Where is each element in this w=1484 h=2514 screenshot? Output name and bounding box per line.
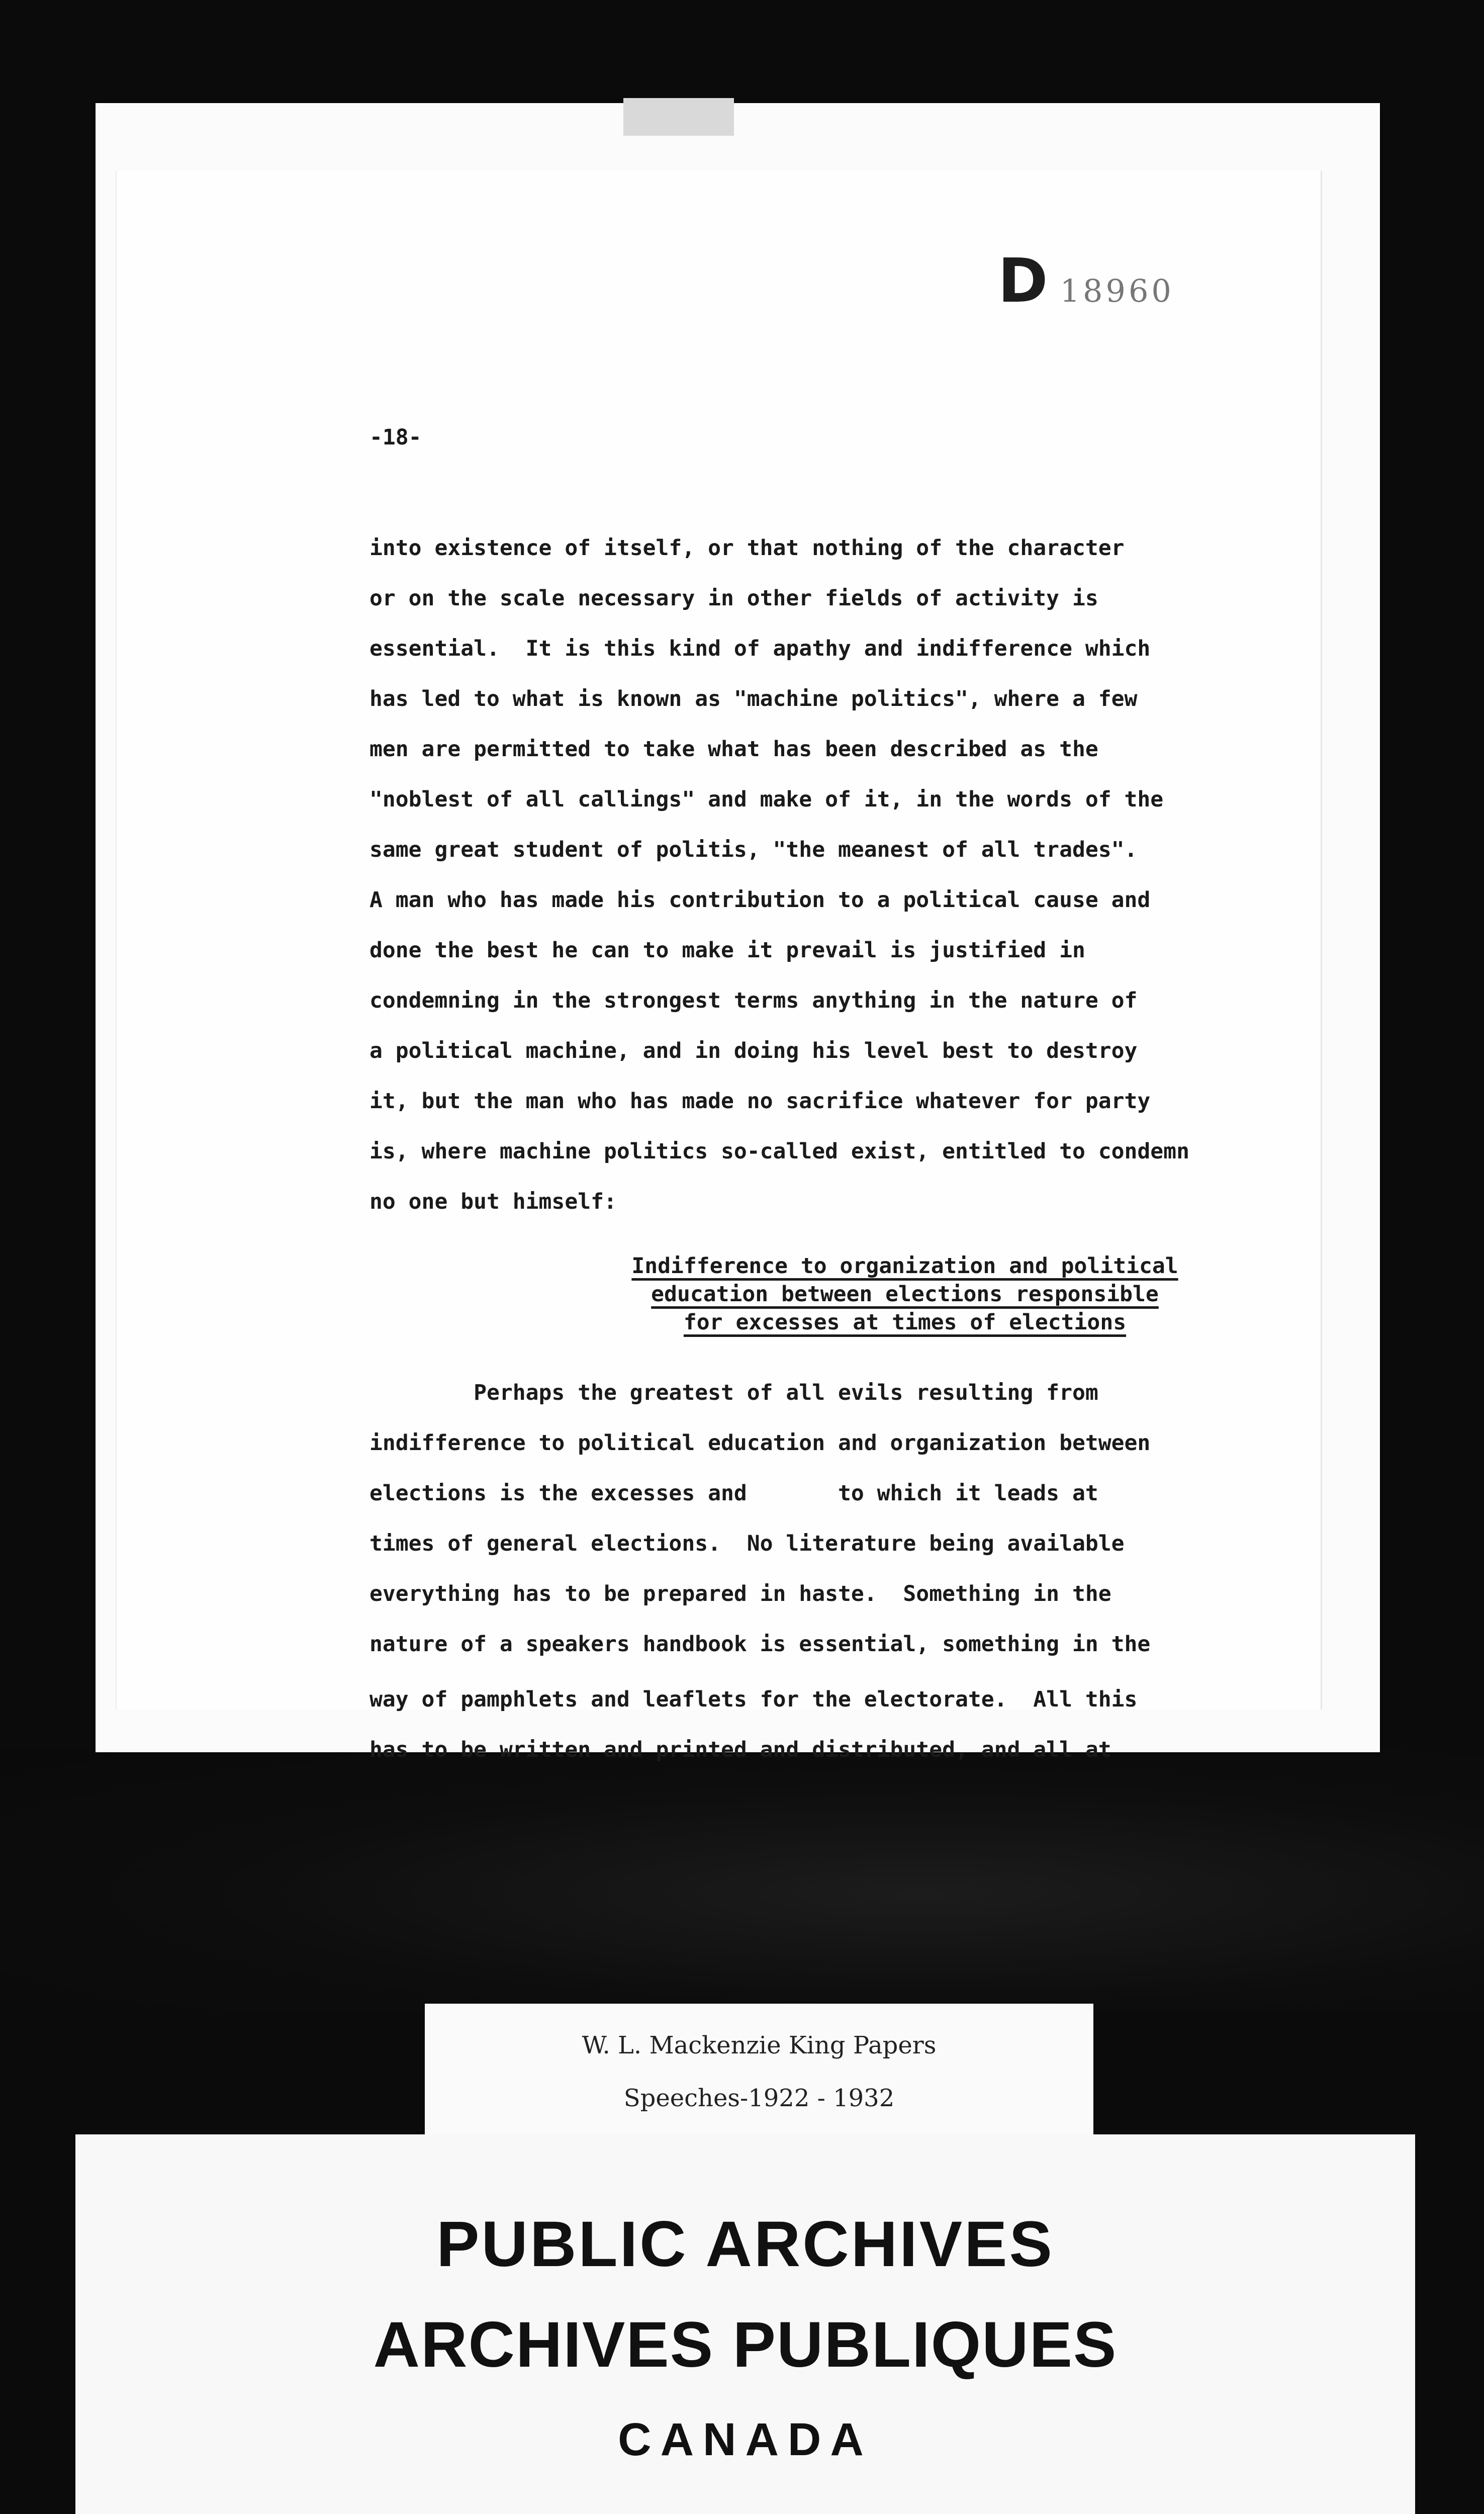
- heading-line: education between elections responsible: [651, 1282, 1159, 1307]
- text-line: into existence of itself, or that nothing of the character: [369, 535, 1125, 561]
- text-line: A man who has made his contribution to a political cause and: [369, 887, 1151, 913]
- archive-name-french: ARCHIVES PUBLIQUES: [373, 2309, 1118, 2381]
- text-line: times of general elections. No literature being available: [369, 1531, 1125, 1556]
- section-heading: [553, 1252, 1257, 1336]
- text-line: a political machine, and in doing his level best to destroy: [369, 1038, 1138, 1063]
- heading-line: Indifference to organization and political: [631, 1253, 1178, 1279]
- text-line: essential. It is this kind of apathy and indifference which: [369, 636, 1151, 661]
- page-number: -18-: [369, 425, 422, 450]
- text-line: has to be written and printed and distributed, and all at: [369, 1737, 1111, 1762]
- text-line: same great student of politis, "the meanest of all trades".: [369, 837, 1138, 862]
- text-line: or on the scale necessary in other fields of activity is: [369, 586, 1098, 611]
- text-line: condemning in the strongest terms anything in the nature of: [369, 988, 1138, 1013]
- archive-country: CANADA: [618, 2414, 873, 2465]
- text-line: has led to what is known as "machine politics", where a few: [369, 686, 1138, 711]
- archive-stamp: [998, 246, 1174, 316]
- text-line: men are permitted to take what has been described as the: [369, 737, 1098, 762]
- text-line: Perhaps the greatest of all evils resulting from: [369, 1380, 1098, 1405]
- collection-name: W. L. Mackenzie King Papers: [582, 2031, 937, 2059]
- collection-series: Speeches-1922 - 1932: [623, 2084, 895, 2112]
- paragraph-1: [369, 523, 1325, 1227]
- text-line: done the best he can to make it prevail is justified in: [369, 938, 1085, 963]
- text-line: indifference to political education and organization between: [369, 1430, 1151, 1456]
- archive-card: [75, 2134, 1415, 2514]
- stamp-number: 18960: [1060, 273, 1174, 309]
- text-line: elections is the excesses and to which it leads at: [369, 1481, 1098, 1506]
- tape-strip: [623, 98, 734, 136]
- paragraph-2: [369, 1368, 1325, 1775]
- text-line: is, where machine politics so-called exist, entitled to condemn: [369, 1139, 1189, 1164]
- text-line: "noblest of all callings" and make of it, in the words of the: [369, 787, 1164, 812]
- text-line: everything has to be prepared in haste. Something in the: [369, 1581, 1111, 1606]
- collection-label-card: [425, 2004, 1093, 2139]
- heading-line: for excesses at times of elections: [683, 1310, 1127, 1335]
- document-page: [96, 103, 1380, 1762]
- stamp-letter: D: [998, 246, 1048, 316]
- text-line: no one but himself:: [369, 1189, 617, 1214]
- text-line: it, but the man who has made no sacrifice whatever for party: [369, 1089, 1151, 1114]
- archive-name-english: PUBLIC ARCHIVES: [436, 2208, 1054, 2280]
- text-line: nature of a speakers handbook is essential, something in the: [369, 1632, 1151, 1657]
- film-background: [0, 1750, 1484, 2011]
- text-line: way of pamphlets and leaflets for the electorate. All this: [369, 1687, 1138, 1712]
